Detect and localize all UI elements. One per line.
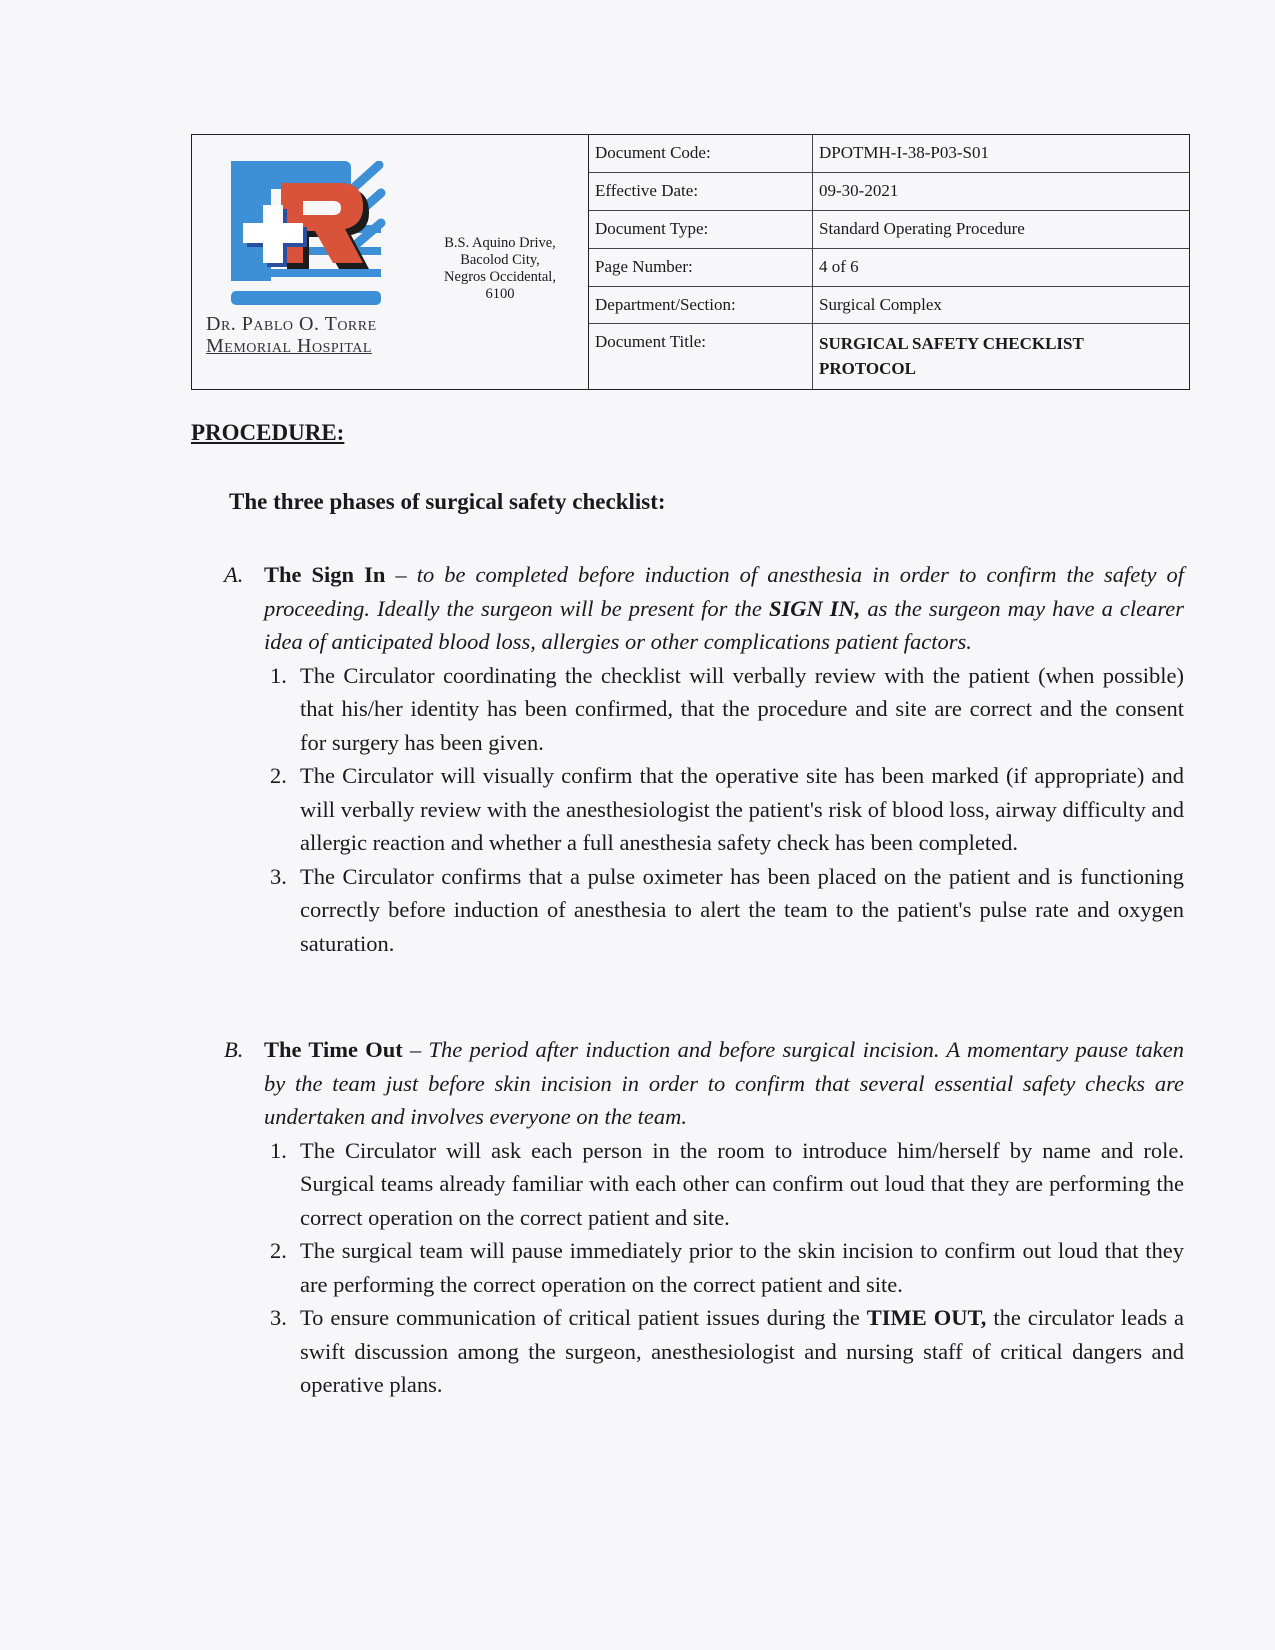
meta-label: Document Title: xyxy=(589,324,813,389)
item-number: 2. xyxy=(270,1238,287,1263)
item-text: The Circulator coordinating the checklist will verbally review with the patient (when possible) that his/her identity has been confirmed, that the procedure and site are correct and the consent for surgery has been given. xyxy=(300,662,1184,755)
hospital-name xyxy=(206,313,377,357)
meta-label: Department/Section: xyxy=(589,287,813,323)
item-number: 1. xyxy=(270,1137,287,1163)
list-item xyxy=(270,1134,1184,1235)
meta-value: Standard Operating Procedure xyxy=(819,219,1025,239)
hospital-name-line1: Dr. Pablo O. Torre xyxy=(206,313,377,335)
section-header xyxy=(224,1033,1184,1134)
meta-value: DPOTMH-I-38-P03-S01 xyxy=(819,143,989,162)
address-line: Bacolod City, xyxy=(460,252,540,268)
item-text: The Circulator confirms that a pulse oximeter has been placed on the patient and is functioning correctly before induction of anesthesia to alert the team to the patient's pulse rate and oxygen saturation. xyxy=(300,863,1184,956)
list-item xyxy=(270,659,1184,760)
section-intro xyxy=(264,1033,1184,1134)
section-sign-in xyxy=(224,558,1184,960)
procedure-heading: PROCEDURE: xyxy=(191,420,345,445)
item-text xyxy=(300,1301,1184,1402)
meta-value: 09-30-2021 xyxy=(819,181,899,201)
meta-row-document-code xyxy=(589,135,1189,173)
meta-value: 4 of 6 xyxy=(819,256,859,276)
meta-label: Effective Date: xyxy=(589,173,813,210)
address-line: Negros Occidental, xyxy=(444,269,556,285)
item-text-part: To ensure communication of critical patient issues during the xyxy=(300,1305,867,1330)
section-letter: A. xyxy=(224,562,244,587)
section-title: The Time Out xyxy=(264,1037,403,1062)
logo-cell xyxy=(192,135,589,389)
section-title: The Sign In xyxy=(264,562,386,587)
meta-row-document-type xyxy=(589,211,1189,248)
dash: – xyxy=(402,1037,429,1062)
section-items xyxy=(270,659,1184,961)
phases-title: The three phases of surgical safety checklist: xyxy=(229,489,666,514)
item-text: The Circulator will visually confirm that the operative site has been marked (if appropriate) and will verbally review with the anesthesiologist the patient's risk of blood loss, airway difficulty and allergic reaction and whether a full anesthesia safety check has been completed. xyxy=(300,763,1184,855)
section-items xyxy=(270,1134,1184,1402)
meta-label: Document Code: xyxy=(589,135,813,172)
item-text-emphasis: TIME OUT, xyxy=(866,1305,987,1330)
meta-row-page-number xyxy=(589,249,1189,287)
section-header xyxy=(224,558,1184,659)
meta-row-document-title xyxy=(589,324,1189,389)
item-text: The surgical team will pause immediately prior to the skin incision to confirm out loud that they are performing the correct operation on the correct patient and site. xyxy=(300,1238,1184,1297)
section-desc-emphasis: SIGN IN, xyxy=(768,595,861,621)
document-header-table xyxy=(191,134,1190,390)
meta-row-department xyxy=(589,287,1189,324)
hospital-address xyxy=(425,235,575,303)
item-number: 1. xyxy=(270,662,287,688)
item-number: 3. xyxy=(270,1305,287,1330)
section-intro xyxy=(264,558,1184,659)
address-line: 6100 xyxy=(485,286,515,302)
section-letter: B. xyxy=(224,1037,244,1062)
list-item xyxy=(270,1234,1184,1301)
meta-label: Document Type: xyxy=(589,211,813,247)
section-desc: as the surgeon may have a clearer idea of anticipated blood loss, allergies or other complications patient factors. xyxy=(264,595,1184,654)
hospital-logo-cross-r-icon xyxy=(229,161,389,311)
item-number: 3. xyxy=(270,863,287,889)
hospital-name-line2: Memorial Hospital xyxy=(206,335,372,357)
meta-label: Page Number: xyxy=(589,249,813,286)
section-time-out xyxy=(224,1033,1184,1402)
document-meta-grid xyxy=(589,135,1189,389)
section-desc: The period after induction and before surgical incision. A momentary pause taken by the team just before skin incision in order to confirm that several essential safety checks are undertaken and involves everyone on the team. xyxy=(264,1037,1185,1129)
list-item xyxy=(270,860,1184,961)
dash: – xyxy=(385,562,417,587)
meta-row-effective-date xyxy=(589,173,1189,211)
address-line: B.S. Aquino Drive, xyxy=(444,235,556,251)
list-item xyxy=(270,1301,1184,1402)
item-text: The Circulator will ask each person in the room to introduce him/herself by name and role. Surgical teams already familiar with each other can confirm out loud that they are performing the correct operation on the correct patient and site. xyxy=(300,1137,1184,1230)
list-item xyxy=(270,759,1184,860)
document-title: SURGICAL SAFETY CHECKLIST PROTOCOL xyxy=(819,334,1084,379)
item-text-part: the circulator leads a swift discussion among the surgeon, anesthesiologist and nursing staff of critical dangers and operative plans. xyxy=(300,1305,1184,1397)
item-number: 2. xyxy=(270,763,287,788)
meta-value: Surgical Complex xyxy=(819,294,942,314)
section-desc: to be completed before induction of anesthesia in order to confirm the safety of proceeding. Ideally the surgeon will be present for the xyxy=(264,562,1185,621)
